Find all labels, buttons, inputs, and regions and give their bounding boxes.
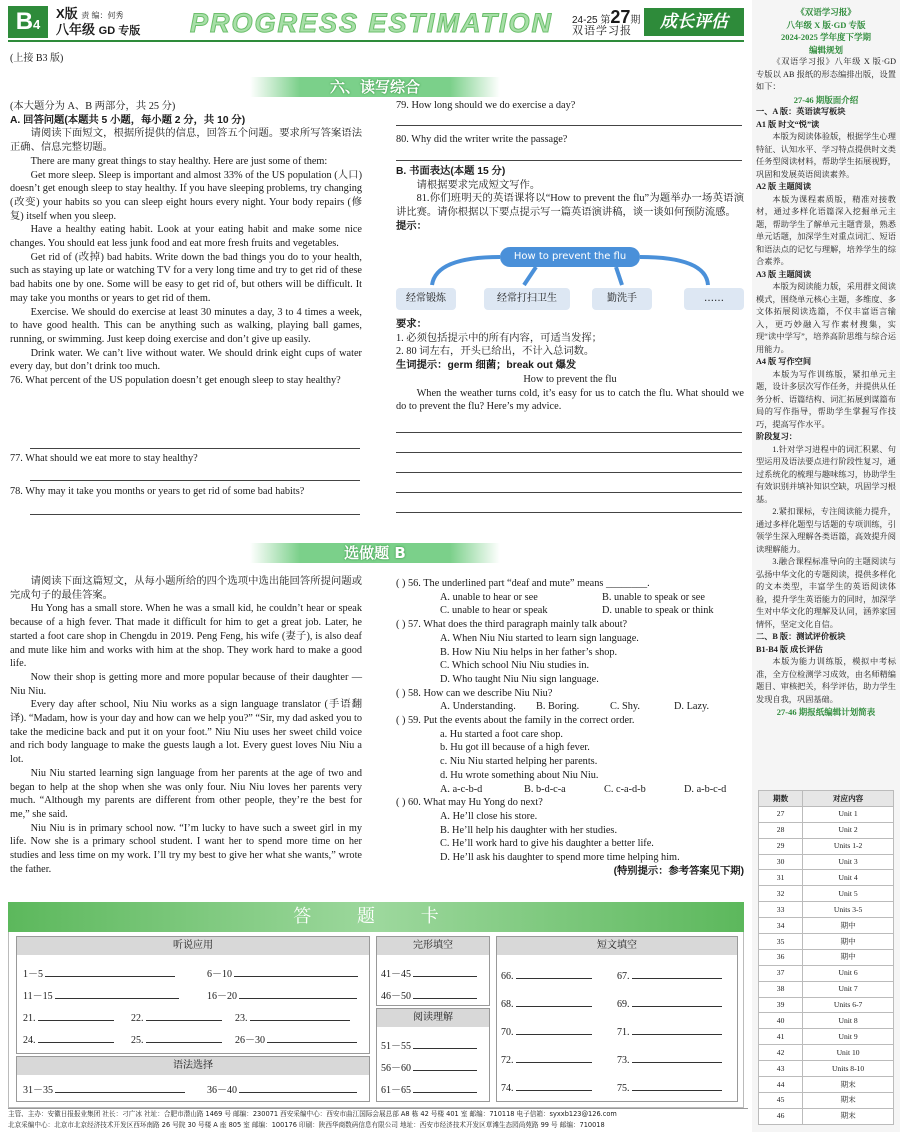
part6-banner: 六、读写综合 <box>250 77 500 97</box>
header-divider <box>8 40 744 42</box>
table-cell: 期中 <box>803 918 894 934</box>
question-79: 79. How long should we do exercise a day? <box>396 100 576 111</box>
q60-option-b[interactable]: B. He’ll help his daughter with her studies. <box>440 824 618 836</box>
answer-row[interactable]: 46－50 <box>381 989 477 1003</box>
table-cell: Unit 4 <box>803 870 894 886</box>
passage-a-p4: Get rid of (改掉) bad habits. Write down the bad things you do to your health, such as staying up late or watching TV for a very long time and try to get rid of these bad habits one by one. Some will be easy to get rid of, but others will be difficult. It may take you months or years to get rid of them. <box>10 251 362 304</box>
answer-line-78[interactable] <box>30 514 360 515</box>
q59-option-d[interactable]: D. a-b-c-d <box>684 783 727 795</box>
passage-a-p2: Get more sleep. Sleep is important and almost 33% of the US population (人口) doesn’t get enough sleep to stay healthy. If you have sleeping problems, try changing (改变) your habits so you can sleep eight hours every night. Your body repairs (修复) itself when you sleep. <box>10 169 362 222</box>
listening-heading: 听说应用 <box>17 937 369 955</box>
answer-row[interactable]: 23. <box>235 1011 350 1025</box>
answer-row[interactable]: 61－65 <box>381 1083 477 1097</box>
answer-row[interactable]: 69. <box>617 997 722 1011</box>
table-cell: 期末 <box>803 1108 894 1124</box>
answer-row[interactable]: 25. <box>131 1033 222 1047</box>
sidebar-a2: 本版为课程素质版，精准对接教材，通过多样化语篇深入挖掘单元主题，帮助学生了解单元主题背景，熟悉单元话题，加深学生对重点词汇、短语和语法点的记忆与理解，培养学生的综合素养。 <box>756 194 896 266</box>
sidebar-stage-3: 3.融合课程标准导向的主题阅读与弘扬中华文化的专题阅读，提供多样化的文本类型，丰富学生的英语阅读体验，提升学生英语能力的同时，加深学生对中华文化的理解及认同，涵养家国情怀，坚定文化自信。 <box>756 557 896 629</box>
table-cell: 40 <box>759 1013 803 1029</box>
optb-questions <box>396 577 744 878</box>
question-60: ( ) 60. What may Hu Yong do next? <box>396 797 543 809</box>
flow-item-more: …… <box>684 288 744 310</box>
page-title: PROGRESS ESTIMATION <box>190 8 554 38</box>
part-a-instruction: 请阅读下面短文，根据所提供的信息，回答五个问题。要求所写答案语法正确、信息完整切题。 <box>10 128 362 154</box>
sidebar-sub3: 编辑规划 <box>808 44 843 55</box>
question-59: ( ) 59. Put the events about the family in the correct order. <box>396 715 635 727</box>
table-row <box>759 1077 894 1093</box>
table-row <box>759 997 894 1013</box>
passage-a-p5: Exercise. We should do exercise at least 30 minutes a day, 3 to 4 times a week, to have good health. This can be anything such as walking, playing ball games, running, or swimming. Just keep doing exercise and don’t give up easily. <box>10 306 362 345</box>
sidebar-a4-title: A4 版 写作空间 <box>756 357 812 366</box>
q60-option-a[interactable]: A. He’ll close his store. <box>440 810 538 822</box>
q58-option-b[interactable]: B. Boring. <box>536 701 580 713</box>
sidebar-sec-b: 二、B 版：测试评价板块 <box>756 632 846 641</box>
q58-option-d[interactable]: D. Lazy. <box>674 701 710 713</box>
issue-number: 24-25 第27期 <box>572 7 641 27</box>
reading-section <box>376 1008 490 1102</box>
table-row <box>759 806 894 822</box>
table-row <box>759 1061 894 1077</box>
answer-card-title: 答 题 卡 <box>8 902 744 932</box>
grade-label: 八年级 GD 专版 <box>56 22 141 37</box>
table-cell: 对应内容 <box>803 791 894 807</box>
hint-label: 提示： <box>396 220 427 232</box>
answer-row[interactable]: 66. <box>501 969 592 983</box>
table-cell: Unit 3 <box>803 854 894 870</box>
table-row <box>759 838 894 854</box>
answer-row[interactable]: 73. <box>617 1053 722 1067</box>
sidebar-stage-2: 2.紧扣课标，专注阅读能力提升，通过多样化题型与话题的专项训练，引领学生深入理解各类语篇，高效提升阅读理解能力。 <box>756 507 896 554</box>
table-cell: Unit 7 <box>803 981 894 997</box>
q57-option-b[interactable]: B. How Niu Niu helps in her father’s shop. <box>440 646 618 658</box>
sidebar-sub2: 2024-2025 学年度下学期 <box>781 32 871 42</box>
table-cell: 33 <box>759 902 803 918</box>
q59-option-c[interactable]: C. c-a-d-b <box>604 783 646 795</box>
vocab-hint: 生词提示：germ 细菌；break out 爆发 <box>396 360 577 372</box>
optb-instruction: 请阅读下面这篇短文，从每小题所给的四个选项中选出能回答所提问题或完成句子的最佳答案。 <box>10 576 362 601</box>
part-b-instr1: 请根据要求完成短文写作。 <box>416 179 541 191</box>
short-heading: 短文填空 <box>497 937 737 955</box>
sidebar-a4: 本版为写作训练版，紧扣单元主题，设计多层次写作任务，并提供从任务分析、语篇结构、词汇拓展到谋篇布局的写作指导，帮助学生掌握写作技巧，提高写作水平。 <box>756 369 896 429</box>
table-cell: 27 <box>759 806 803 822</box>
table-row <box>759 918 894 934</box>
answer-row[interactable]: 26－30 <box>235 1033 357 1047</box>
q59-event-c: c. Niu Niu started helping her parents. <box>440 756 598 768</box>
q57-option-d[interactable]: D. Who taught Niu Niu sign language. <box>440 673 599 685</box>
q58-option-a[interactable]: A. Understanding. <box>440 701 516 713</box>
table-cell: 37 <box>759 965 803 981</box>
table-cell: 期中 <box>803 949 894 965</box>
q60-option-c[interactable]: C. He’ll work hard to give his daughter a better life. <box>440 838 654 850</box>
listening-section <box>16 936 370 1054</box>
sidebar-b1: 本版为能力训练版，模拟中考标准，全方位检测学习成效，由名师精编题目、审核把关，科学评估，助力学生发现自我，巩固基础。 <box>756 657 896 704</box>
table-cell: Unit 9 <box>803 1029 894 1045</box>
answer-row[interactable]: 31－35 <box>23 1083 185 1097</box>
table-cell: Unit 10 <box>803 1045 894 1061</box>
table-row <box>759 870 894 886</box>
sidebar-stage: 阶段复习： <box>756 432 797 441</box>
table-cell: Units 8-10 <box>803 1061 894 1077</box>
table-row <box>759 1013 894 1029</box>
table-cell: 30 <box>759 854 803 870</box>
footer-line-2: 北京采编中心：北京市北京经济技术开发区西环南路 26 号院 30 号楼 A 座 805 室 邮编：100176 印刷：陕西华商数码信息有限公司 地址：西安市经济技术开发区草滩生态园尚苑路 99 号 邮编：710018 <box>8 1121 605 1129</box>
optb-p5: Niu Niu is in primary school now. “I’m lucky to have such a sweet girl in my life. Now she is a primary school student. I want her to spend more time on her studies and less time on my work. I’ll try my best to give her what she wants,” wrote the father. <box>10 822 362 875</box>
sidebar-a1: 本版为阅读体验版，根据学生心理特征、认知水平、学习特点提供时文类任务型阅读材料，帮助学生拓展视野，巩固和发展英语阅读素养。 <box>756 132 896 179</box>
part-a-title: A. 回答问题(本题共 5 小题，每小题 2 分，共 10 分) <box>10 114 246 126</box>
sidebar-a3-title: A3 版 主题阅读 <box>756 269 812 279</box>
answer-row[interactable]: 21. <box>23 1011 114 1025</box>
sidebar-sub1: 八年级 X 版·GD 专版 <box>786 19 866 30</box>
answer-row[interactable]: 36－40 <box>207 1083 357 1097</box>
sidebar-a3: 本版为阅读能力版，采用群文阅读模式，围绕单元核心主题，多维度、多文体拓展阅读选篇，不仅丰富语言输入，更巧妙融入写作素材搜集，实现“读中学写”，培养高阶思维与综合运用能力。 <box>756 282 896 354</box>
answer-note: (特别提示：参考答案见下期) <box>613 865 744 877</box>
table-cell: 29 <box>759 838 803 854</box>
answer-row[interactable]: 41－45 <box>381 967 477 981</box>
sidebar <box>752 0 900 1132</box>
table-cell: Units 1-2 <box>803 838 894 854</box>
answer-line-79[interactable] <box>396 125 742 126</box>
sidebar-title: 《双语学习报》 <box>796 7 856 17</box>
footer <box>8 1108 748 1131</box>
edit-plan-table <box>758 790 894 1125</box>
part-b-instr2: 81.你们班明天的英语课将以“How to prevent the flu”为题举办一场英语演讲比赛。请你根据以下要点提示写一篇英语演讲稿，谈一谈如何预防流感。 <box>396 193 744 219</box>
table-cell: 期末 <box>803 1077 894 1093</box>
flow-connectors <box>396 255 744 291</box>
essay-start: When the weather turns cold, it’s easy for us to catch the flu. What should we do to prevent the flu? Here’s my advice. <box>396 387 744 413</box>
answer-row[interactable]: 71. <box>617 1025 722 1039</box>
table-row <box>759 1029 894 1045</box>
answer-line-77[interactable] <box>30 480 360 481</box>
short-section <box>496 936 738 1102</box>
answer-row[interactable]: 24. <box>23 1033 114 1047</box>
table-cell: 44 <box>759 1077 803 1093</box>
optb-passage <box>10 575 362 876</box>
q56-option-a[interactable]: A. unable to hear or see <box>440 591 538 603</box>
q59-event-a: a. Hu started a foot care shop. <box>440 728 563 740</box>
requirements <box>396 318 744 414</box>
essay-line-4[interactable] <box>396 492 742 493</box>
part-b-block <box>396 165 744 234</box>
grammar-section <box>16 1056 370 1102</box>
paper-name: 双语学习报 <box>572 25 632 37</box>
table-cell: Unit 1 <box>803 806 894 822</box>
question-56: ( ) 56. The underlined part “deaf and mute” means ________. <box>396 578 650 589</box>
q56-option-b[interactable]: B. unable to speak or see <box>602 591 705 603</box>
answer-row[interactable]: 51－55 <box>381 1039 477 1053</box>
table-cell: 39 <box>759 997 803 1013</box>
table-row <box>759 1092 894 1108</box>
answer-row[interactable]: 6－10 <box>207 967 358 981</box>
optb-banner: 选做题 B <box>250 543 500 563</box>
q59-event-b: b. Hu got ill because of a high fever. <box>440 742 590 754</box>
section-label: 成长评估 <box>644 8 744 36</box>
table-cell: 45 <box>759 1092 803 1108</box>
essay-line-1[interactable] <box>396 432 742 433</box>
table-cell: 43 <box>759 1061 803 1077</box>
q60-option-d[interactable]: D. He’ll ask his daughter to spend more time helping him. <box>440 852 680 864</box>
answer-row[interactable]: 67. <box>617 969 722 983</box>
flow-title: How to prevent the flu <box>500 247 640 267</box>
question-77: 77. What should we eat more to stay healthy? <box>10 453 198 464</box>
sidebar-stage-1: 1.针对学习进程中的词汇积累、句型运用及语法要点进行阶段性复习，通过系统化的梳理与趣味练习，协助学生有效识别并填补知识空缺，巩固学习根基。 <box>756 444 896 504</box>
flow-item-clean: 经常打扫卫生 <box>484 288 570 310</box>
table-cell: Units 6-7 <box>803 997 894 1013</box>
cloze-section <box>376 936 490 1006</box>
passage-a-p3: Have a healthy eating habit. Look at your eating habit and make some nice changes. You should eat less junk food and eat more fresh fruits and vegetables. <box>10 224 362 250</box>
answer-row[interactable]: 56－60 <box>381 1061 477 1075</box>
table-cell: Unit 8 <box>803 1013 894 1029</box>
part-b-title: B. 书面表达(本题 15 分) <box>396 166 506 177</box>
question-57: ( ) 57. What does the third paragraph mainly talk about? <box>396 619 628 631</box>
table-cell: 38 <box>759 981 803 997</box>
table-row <box>759 854 894 870</box>
table-cell: 32 <box>759 886 803 902</box>
answer-row[interactable]: 74. <box>501 1081 592 1095</box>
optb-p3: Every day after school, Niu Niu works as a sign language translator (手语翻译). “Madam, how is your day and how can we help you?” “Sir, my dad asked you to take the medicine back and put it on your foot.” Niu Niu uses her sweet child voice and rich body language to make the guests laugh a lot. Every guest loves Niu Niu a lot. <box>10 699 362 766</box>
essay-title: How to prevent the flu <box>523 373 617 385</box>
optb-p1: Hu Yong has a small store. When he was a small kid, he couldn’t hear or speak because of a high fever. That made it difficult for him to get a great job. Later, he started a foot care shop in Chengdu in 2019. Peng Feng, his wife (妻子), is also deaf and mute like him and works with him at the shop. They work hard to make a good life. <box>10 603 362 670</box>
sidebar-sec-a: 一、A 版：英语读写板块 <box>756 107 846 116</box>
grammar-heading: 语法选择 <box>17 1057 369 1075</box>
edition-label: X版 责 编：何秀 <box>56 6 124 21</box>
essay-line-2[interactable] <box>396 452 742 453</box>
q56-option-d[interactable]: D. unable to speak or think <box>602 605 714 617</box>
q58-option-c[interactable]: C. Shy. <box>610 701 640 713</box>
q57-option-a[interactable]: A. When Niu Niu started to learn sign language. <box>440 632 639 644</box>
table-row <box>759 949 894 965</box>
passage-a-p6: Drink water. We can’t live without water. We should drink eight cups of water every day, but don’t drink too much. <box>10 347 362 373</box>
table-cell: 35 <box>759 934 803 950</box>
page-badge: B4 <box>8 6 48 38</box>
question-80: 80. Why did the writer write the passage? <box>396 134 568 145</box>
passage-a-p1: There are many great things to stay healthy. Here are just some of them: <box>30 155 328 167</box>
req-label: 要求： <box>396 319 427 330</box>
question-58: ( ) 58. How can we describe Niu Niu? <box>396 687 553 699</box>
table-cell: 31 <box>759 870 803 886</box>
question-78: 78. Why may it take you months or years to get rid of some bad habits? <box>10 486 305 497</box>
table-cell: Unit 5 <box>803 886 894 902</box>
table-cell: 期末 <box>803 1092 894 1108</box>
table-row <box>759 934 894 950</box>
essay-line-3[interactable] <box>396 472 742 473</box>
sidebar-b1-title: B1-B4 版 成长评估 <box>756 644 823 654</box>
table-row <box>759 981 894 997</box>
table-cell: 期数 <box>759 791 803 807</box>
table-cell: 46 <box>759 1108 803 1124</box>
table-cell: 28 <box>759 822 803 838</box>
optb-p4: Niu Niu started learning sign language from her parents at the age of two and began to help at the shop when she was only four. Niu Niu loves her parents very much. “Although my parents are different from other people, they’re the best for me,” she said. <box>10 767 362 820</box>
flow-item-wash: 勤洗手 <box>592 288 652 310</box>
answer-row[interactable]: 11－15 <box>23 989 179 1003</box>
optb-p2: Now their shop is getting more and more popular because of their daughter — Niu Niu. <box>10 671 362 697</box>
question-76: 76. What percent of the US population doesn’t get enough sleep to stay healthy? <box>10 375 341 387</box>
answer-row[interactable]: 22. <box>131 1011 222 1025</box>
reading-heading: 阅读理解 <box>377 1009 489 1027</box>
table-row <box>759 1045 894 1061</box>
q59-option-a[interactable]: A. a-c-b-d <box>440 783 483 795</box>
q56-option-c[interactable]: C. unable to hear or speak <box>440 605 548 617</box>
footer-line-1: 主管、主办：安徽日报报业集团 社长：刁广冰 社址：合肥市潜山路 1469 号 邮编：230071 西安采编中心：西安市曲江国际会展总部 A8 栋 42 号楼 401 室 邮编：710118 电子信箱：syxxb123@126.com <box>8 1110 617 1118</box>
table-cell: 41 <box>759 1029 803 1045</box>
table-cell: Unit 2 <box>803 822 894 838</box>
table-cell: Units 3-5 <box>803 902 894 918</box>
req-2: 2. 80 词左右，开头已给出，不计入总词数。 <box>396 346 595 358</box>
req-1: 1. 必须包括提示中的所有内容，可适当发挥； <box>396 332 602 344</box>
table-cell: 42 <box>759 1045 803 1061</box>
table-cell: 34 <box>759 918 803 934</box>
table-header-row <box>759 791 894 807</box>
answer-row[interactable]: 75. <box>617 1081 722 1095</box>
part6-intro: (本大题分为 A、B 两部分，共 25 分) <box>10 101 176 112</box>
sidebar-content <box>756 6 896 719</box>
table-row <box>759 1108 894 1124</box>
cloze-heading: 完形填空 <box>377 937 489 955</box>
sidebar-head-2: 27-46 期报纸编辑计划简表 <box>776 707 876 717</box>
essay-line-5[interactable] <box>396 512 742 513</box>
answer-row[interactable]: 68. <box>501 997 592 1011</box>
flow-item-exercise: 经常锻炼 <box>396 288 456 310</box>
table-row <box>759 822 894 838</box>
answer-line-80[interactable] <box>396 160 742 161</box>
table-row <box>759 886 894 902</box>
table-row <box>759 902 894 918</box>
table-row <box>759 965 894 981</box>
sidebar-head-1: 27-46 期版面介绍 <box>793 94 859 105</box>
answer-row[interactable]: 16－20 <box>207 989 357 1003</box>
sidebar-a2-title: A2 版 主题阅读 <box>756 182 812 191</box>
answer-line-76[interactable] <box>30 448 360 449</box>
sidebar-intro: 《双语学习报》八年级 X 版·GD 专版以 AB 报纸的形态编排出版，设置如下： <box>756 57 896 91</box>
answer-row[interactable]: 72. <box>501 1053 592 1067</box>
q59-option-b[interactable]: B. b-d-c-a <box>524 783 566 795</box>
table-cell: 期中 <box>803 934 894 950</box>
answer-row[interactable]: 1－5 <box>23 967 175 981</box>
q59-event-d: d. Hu wrote something about Niu Niu. <box>440 769 599 781</box>
table-cell: 36 <box>759 949 803 965</box>
q57-option-c[interactable]: C. Which school Niu Niu studies in. <box>440 660 590 672</box>
part6-left <box>10 100 362 388</box>
answer-row[interactable]: 70. <box>501 1025 592 1039</box>
continued-note: (上接 B3 版) <box>10 53 64 64</box>
sidebar-a1-title: A1 版 时文“悦”读 <box>756 119 820 129</box>
table-cell: Unit 6 <box>803 965 894 981</box>
